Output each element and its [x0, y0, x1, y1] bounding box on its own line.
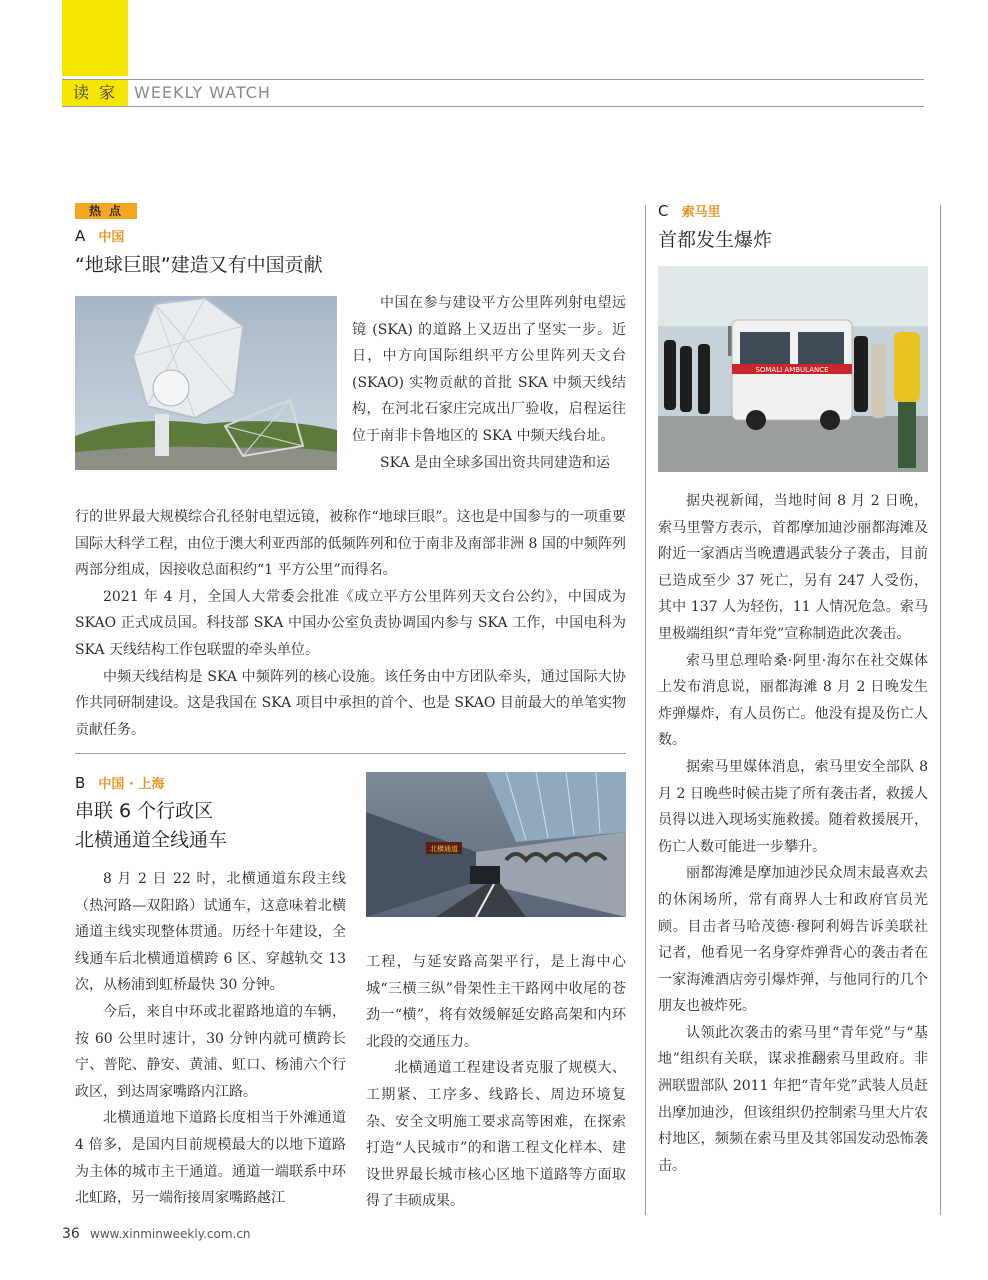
- weekly-watch-label: WEEKLY WATCH: [134, 83, 271, 102]
- article-b-title-line-2: 北横通道全线通车: [75, 829, 228, 851]
- tunnel-photo: [366, 772, 626, 917]
- column-divider-right: [940, 205, 941, 1215]
- article-c-para-5: 认领此次袭击的索马里“青年党”与“基地”组织有关联，谋求推翻索马里政府。非洲联盟部队 2011 年把“青年党”武装人员赶出摩加迪沙，但该组织仍控制索马里大片农村地区，频频在索马里及其邻国发动恐怖袭击。: [658, 1024, 928, 1174]
- article-c-letter: C: [658, 202, 669, 220]
- article-c-header: [658, 201, 721, 220]
- header-yellow-tab: [62, 0, 128, 76]
- article-a-para-4: 中频天线结构是 SKA 中频阵列的核心设施。该任务由中方团队牵头，通过国际大协作共同研制建设。这是我国在 SKA 项目中承担的首个、也是 SKAO 目前最大的单笔实物贡献任务。: [75, 668, 626, 738]
- article-a-para-2-rest: 行的世界最大规模综合孔径射电望远镜，被称作“地球巨眼”。这也是中国参与的一项重要国际大科学工程，由位于澳大利亚西部的低频阵列和位于南非及南部非洲 8 国的中频阵列两部分组成，因接收总面积约“1 平方公里”而得名。: [75, 509, 626, 579]
- article-b-header: [75, 773, 164, 792]
- article-b-letter: B: [75, 774, 86, 792]
- article-a-para-3: 2021 年 4 月，全国人大常委会批准《成立平方公里阵列天文台公约》，中国成为 SKAO 正式成员国。科技部 SKA 中国办公室负责协调国内参与 SKA 工作，中国电科为 SKA 天线结构工作包联盟的牵头单位。: [75, 588, 626, 658]
- article-c-region: 索马里: [681, 205, 721, 220]
- article-a-para-1: 中国在参与建设平方公里阵列射电望远镜 (SKA) 的道路上又迈出了坚实一步。近日，中方向国际组织平方公里阵列天文台 (SKAO) 实物贡献的首批 SKA 中频天线结构，在河北石家庄完成出厂验收，启程运往位于南非卡鲁地区的 SKA 中频天线台址。: [352, 295, 626, 444]
- article-b-title-line-1: 串联 6 个行政区: [75, 800, 214, 822]
- article-c-para-1: 据央视新闻，当地时间 8 月 2 日晚，索马里警方表示，首都摩加迪沙丽都海滩及附近一家酒店当晚遭遇武装分子袭击，目前已造成至少 37 死亡，另有 247 人受伤，其中 137 人为轻伤，11 人情况危急。索马里极端组织“青年党”宣称制造此次袭击。: [658, 493, 928, 642]
- article-b-para-2: 今后，来自中环或北翟路地道的车辆，按 60 公里时速计，30 分钟内就可横跨长宁、普陀、静安、黄浦、虹口、杨浦六个行政区，到达周家嘴路内江路。: [75, 1003, 346, 1100]
- article-b-para-3: 北横通道地下道路长度相当于外滩通道 4 倍多，是国内目前规模最大的以地下道路为主体的城市主干通道。通道一端联系中环北虹路，另一端衔接周家嘴路越江: [75, 1110, 346, 1207]
- hot-tag: 热点: [75, 203, 137, 219]
- header-rule-bottom: [62, 106, 924, 107]
- article-a-letter: A: [75, 227, 86, 245]
- article-c-para-4: 丽都海滩是摩加迪沙民众周末最喜欢去的休闲场所，常有商界人士和政府官员光顾。目击者马哈茂德·穆阿利姆告诉美联社记者，他看见一名身穿炸弹背心的袭击者在一家海滩酒店旁引爆炸弹，与他同行的几个朋友也被炸死。: [658, 865, 928, 1015]
- ambulance-label: SOMALI AMBULANCE: [755, 366, 829, 374]
- article-a-region: 中国: [98, 230, 125, 245]
- article-a-para-2-head: SKA 是由全球多国出资共同建造和运: [380, 454, 611, 471]
- telescope-photo: [75, 296, 337, 470]
- article-b-para-1: 8 月 2 日 22 时，北横通道东段主线（热河路—双阳路）试通车，这意味着北横通道主线实现整体贯通。历经十年建设，全线通车后北横通道横跨 6 区、穿越轨交 13 次，从杨浦到虹桥最快 30 分钟。: [75, 871, 346, 994]
- page-number: 36: [62, 1226, 80, 1242]
- article-c-para-2: 索马里总理哈桑·阿里·海尔在社交媒体上发布消息说，丽都海滩 8 月 2 日晚发生炸弹爆炸，有人员伤亡。他没有提及伤亡人数。: [658, 652, 928, 749]
- section-label: 读家: [62, 80, 128, 106]
- article-c-title: 首都发生爆炸: [658, 229, 773, 251]
- article-divider: [75, 753, 626, 754]
- ambulance-illustration: [658, 266, 928, 472]
- article-c-text: [658, 488, 928, 1179]
- article-c-para-3: 据索马里媒体消息，索马里安全部队 8 月 2 日晚些时候击毙了所有袭击者，救援人员得以进入现场实施救援。随着救援展开，伤亡人数可能进一步攀升。: [658, 758, 928, 855]
- article-a-title: “地球巨眼”建造又有中国贡献: [75, 254, 323, 276]
- telescope-illustration: [75, 296, 337, 470]
- article-b-left-column: [75, 866, 346, 1212]
- article-b-para-3-cont: 工程，与延安路高架平行，是上海中心城“三横三纵”骨架性主干路网中收尾的苍劲一“横”，将有效缓解延安路高架和内环北段的交通压力。: [366, 954, 626, 1050]
- tunnel-illustration: [366, 772, 626, 917]
- article-b-para-4: 北横通道工程建设者克服了规模大、工期紧、工序多、线路长、周边环境复杂、安全文明施工要求高等困难，在探索打造“人民城市”的和谐工程文化样本、建设世界最长城市核心区地下道路等方面取得了丰硕成果。: [366, 1060, 626, 1210]
- footer-url: www.xinminweekly.com.cn: [90, 1227, 251, 1241]
- article-b-right-column: [366, 949, 626, 1215]
- article-a-header: [75, 226, 124, 245]
- article-a-wide-text: [75, 504, 626, 743]
- ambulance-photo: [658, 266, 928, 472]
- article-a-narrow-text: [352, 290, 626, 476]
- article-b-region: 中国 · 上海: [98, 777, 165, 792]
- tunnel-sign-text: 北横通道: [430, 845, 458, 853]
- article-b-title: [75, 797, 227, 855]
- column-divider-middle: [645, 205, 646, 1215]
